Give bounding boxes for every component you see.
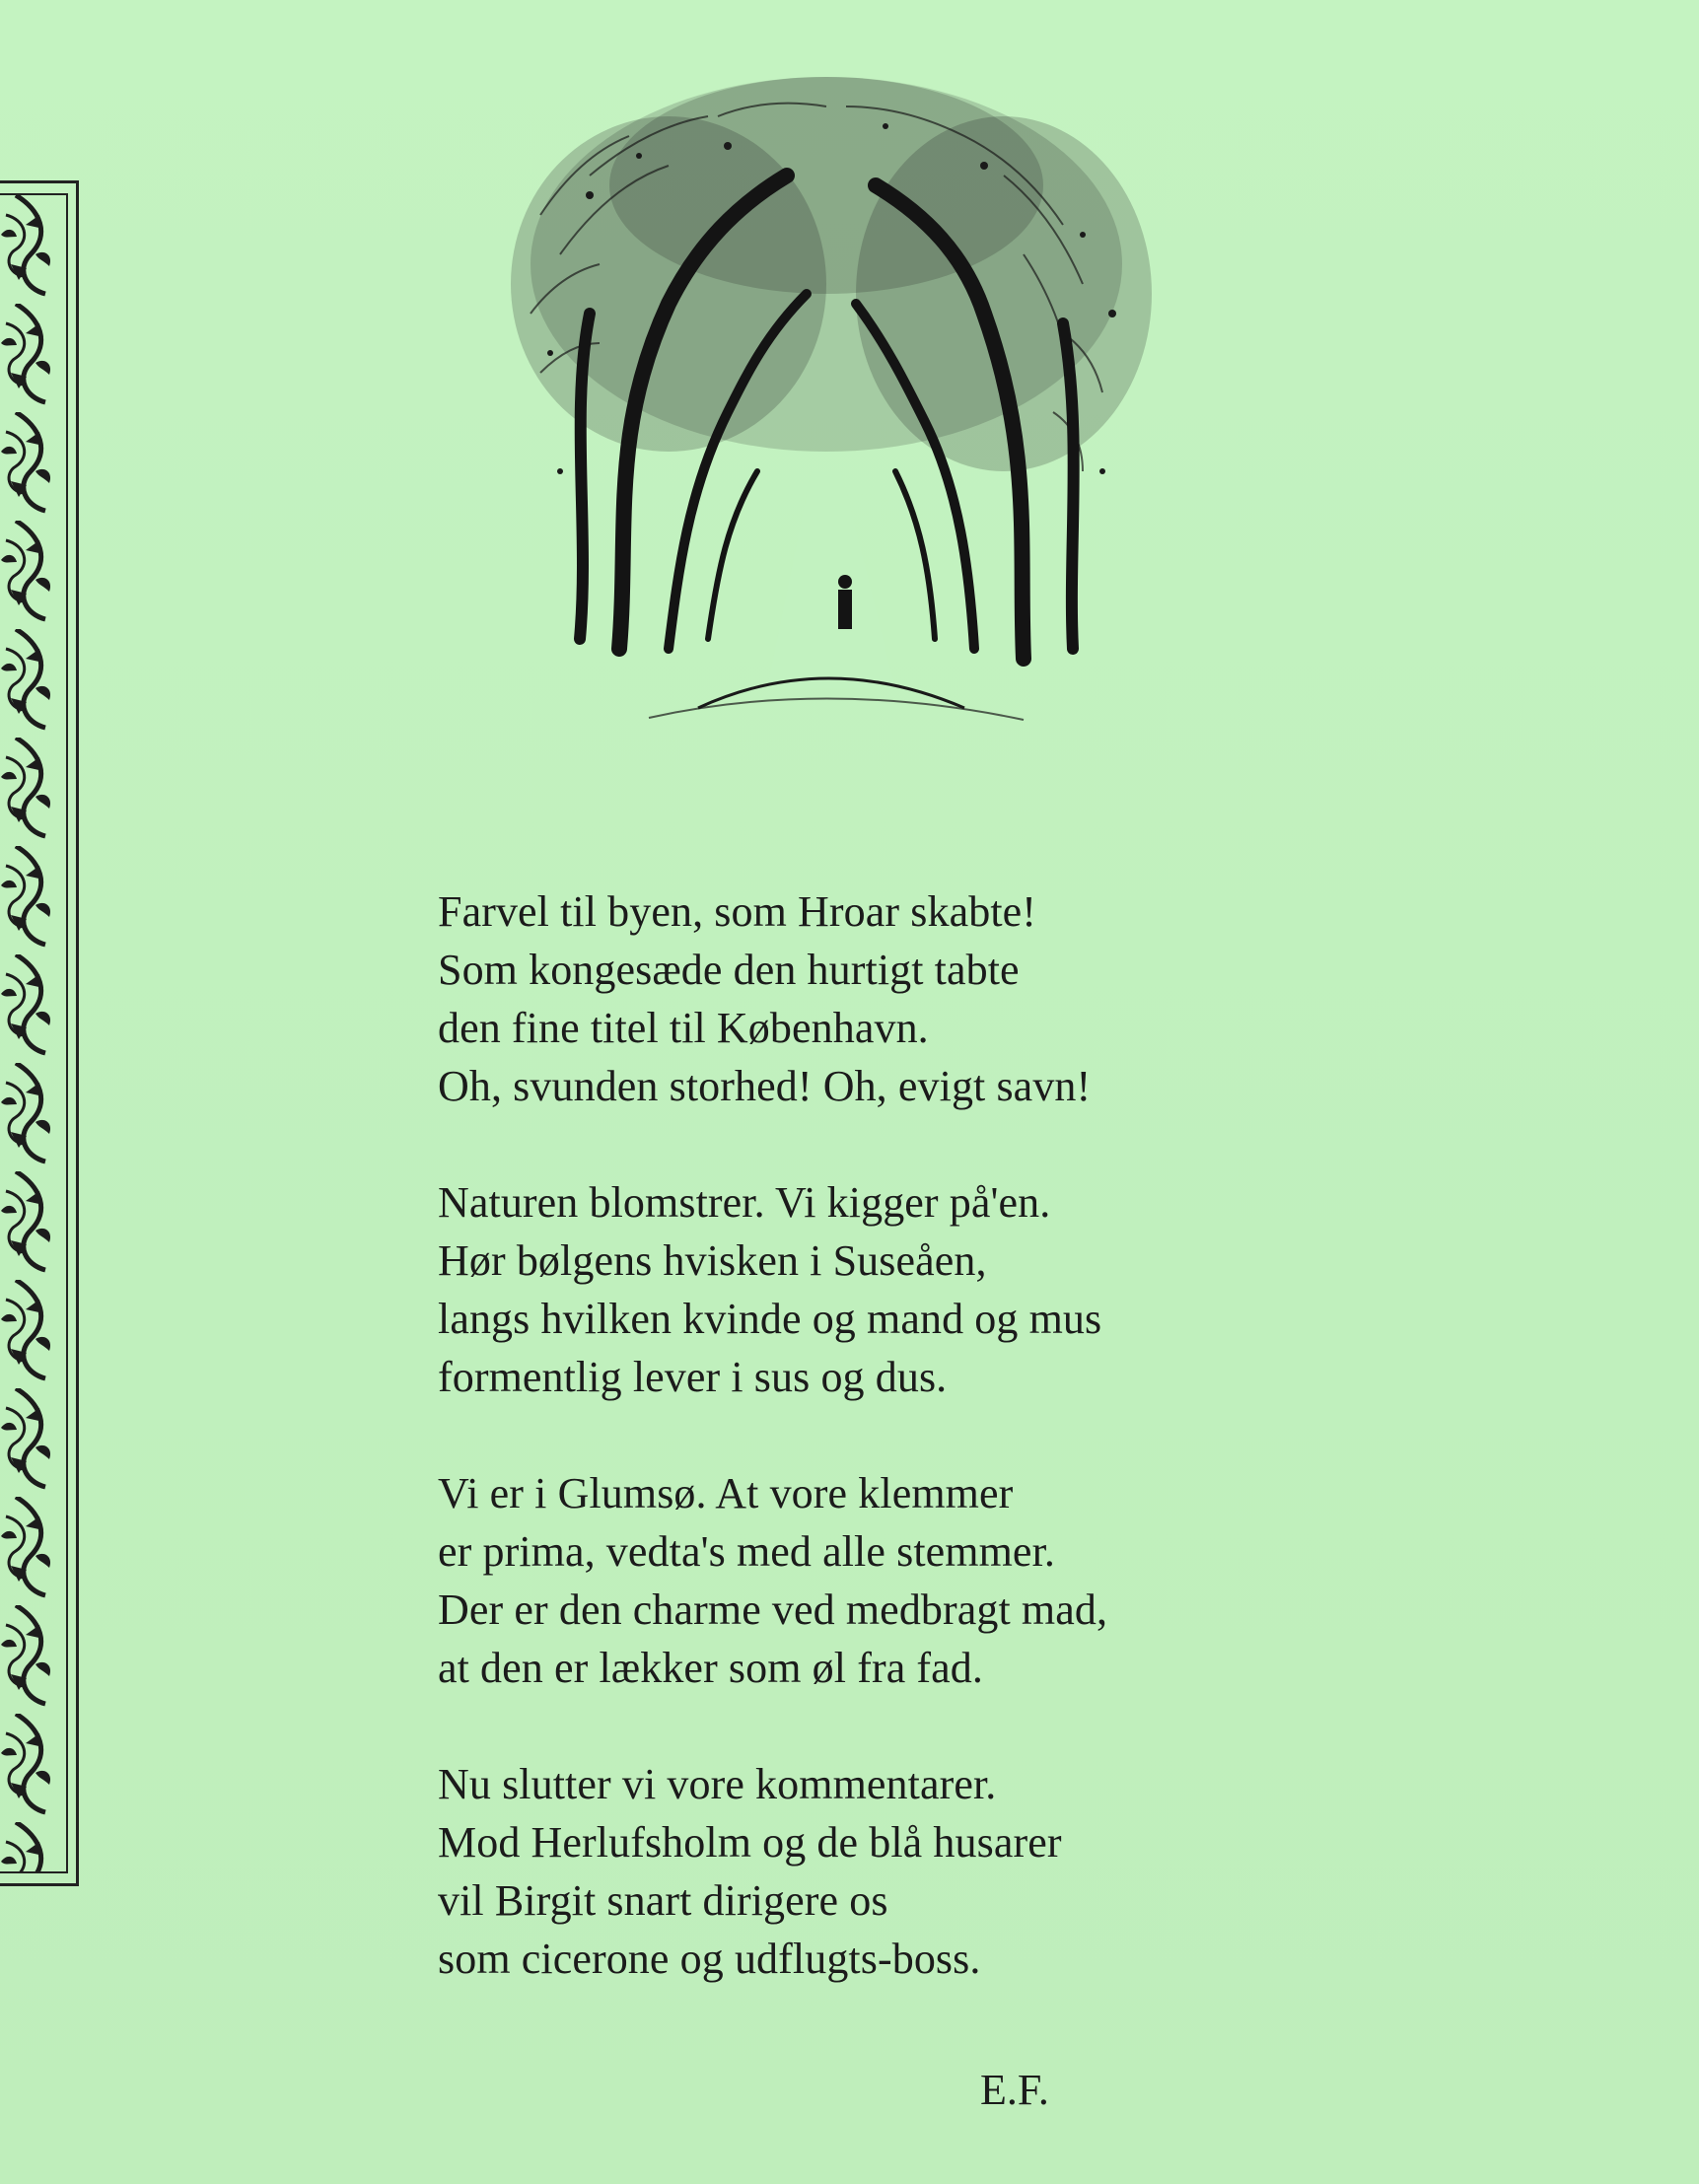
poem-line: Mod Herlufsholm og de blå husarer — [438, 1818, 1062, 1867]
ornamental-border-inner — [0, 193, 68, 1873]
poem-line: som cicerone og udflugts-boss. — [438, 1935, 981, 1983]
poem-line: er prima, vedta's med alle stemmer. — [438, 1527, 1055, 1576]
ornamental-border — [0, 180, 79, 1886]
poem-line: Nu slutter vi vore kommentarer. — [438, 1760, 997, 1808]
poem-line: vil Birgit snart dirigere os — [438, 1876, 888, 1925]
stanza-2 — [438, 1173, 1522, 1406]
tree-avenue-illustration-icon — [471, 57, 1183, 728]
poem-line: formentlig lever i sus og dus. — [438, 1353, 948, 1401]
poem-line: Vi er i Glumsø. At vore klemmer — [438, 1469, 1014, 1517]
poem-line: den fine titel til København. — [438, 1004, 929, 1052]
stanza-4 — [438, 1755, 1522, 1988]
poem-line: Der er den charme ved medbragt mad, — [438, 1585, 1108, 1634]
poem-line: at den er lækker som øl fra fad. — [438, 1644, 984, 1692]
poem-line: Farvel til byen, som Hroar skabte! — [438, 887, 1037, 936]
poem-line: Hør bølgens hvisken i Suseåen, — [438, 1236, 987, 1285]
poem-line: Som kongesæde den hurtigt tabte — [438, 946, 1020, 994]
poem-line: Oh, svunden storhed! Oh, evigt savn! — [438, 1062, 1092, 1110]
signature-initials: E.F. — [980, 2066, 1049, 2114]
stanza-1 — [438, 882, 1522, 1115]
poem — [438, 882, 1522, 2046]
floral-ornament-icon — [0, 195, 65, 1873]
tree-avenue-engraving — [471, 57, 1183, 728]
poem-line: Naturen blomstrer. Vi kigger på'en. — [438, 1178, 1051, 1227]
poem-line: langs hvilken kvinde og mand og mus — [438, 1295, 1102, 1343]
stanza-3 — [438, 1464, 1522, 1697]
